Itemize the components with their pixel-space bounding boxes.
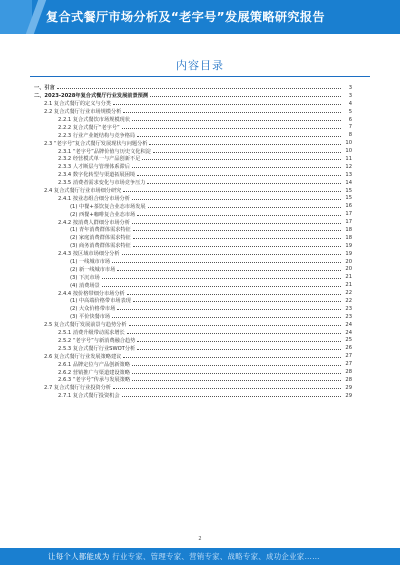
toc-entry-label: 2.3.4 数字化转型与渠道拓展困境 xyxy=(30,171,136,178)
toc-entry-label: 2.3.3 人才断层与管理体系滞后 xyxy=(30,163,131,170)
toc-entry-label: (3) 平价快餐市场 xyxy=(30,313,111,320)
toc-entry[interactable] xyxy=(30,258,352,266)
toc-entry-label: 2.2.3 行业产业链结构与竞争格局 xyxy=(30,132,136,139)
toc-entry-label: (1) 一线城市市场 xyxy=(30,258,111,265)
toc-entry[interactable] xyxy=(30,368,352,376)
toc-entry-page: 22 xyxy=(342,290,352,296)
toc-entry-page: 17 xyxy=(342,211,352,217)
toc-entry-page: 13 xyxy=(342,172,352,178)
toc-entry-page: 24 xyxy=(342,330,352,336)
toc-entry[interactable] xyxy=(30,92,352,100)
toc-entry-label: 2.3.5 消费者需求变化与市场竞争压力 xyxy=(30,179,146,186)
toc-leader-dots xyxy=(133,246,341,247)
toc-entry-page: 22 xyxy=(342,298,352,304)
toc-entry[interactable] xyxy=(30,273,352,281)
toc-entry[interactable] xyxy=(30,250,352,258)
toc-leader-dots xyxy=(113,104,341,105)
toc-entry-label: 2.5.1 消费升级带动需求增长 xyxy=(30,329,126,336)
toc-entry-label: 2.2.1 复合式餐饮市场规模现状 xyxy=(30,116,131,123)
toc-entry[interactable] xyxy=(30,226,352,234)
toc-leader-dots xyxy=(142,159,341,160)
toc-entry-label: 2.6.1 品牌定位与产品创新策略 xyxy=(30,361,131,368)
toc-entry-label: 2.3.1 “老字号”品牌价值与历史文化积淀 xyxy=(30,148,152,155)
toc-entry-page: 19 xyxy=(342,251,352,257)
toc-entry[interactable] xyxy=(30,202,352,210)
toc-entry-label: 2.4.3 按区域市场细分分析 xyxy=(30,250,121,257)
toc-entry-label: (2) 家庭消费群体需求特征 xyxy=(30,234,132,241)
page-footer xyxy=(0,548,400,565)
toc-entry-label: (1) 中餐+茶饮复合业态市场发展 xyxy=(30,203,147,210)
toc-entry-page: 8 xyxy=(342,132,352,138)
toc-leader-dots xyxy=(129,325,341,326)
footer-roles: 行业专家、管理专家、营销专家、战略专家、成功企业家…… xyxy=(112,552,320,561)
toc-leader-dots xyxy=(137,349,341,350)
toc-entry[interactable] xyxy=(30,392,352,400)
toc-entry[interactable] xyxy=(30,139,352,147)
toc-entry-page: 23 xyxy=(342,306,352,312)
toc-entry-page: 20 xyxy=(342,266,352,272)
toc-entry-page: 12 xyxy=(342,164,352,170)
toc-leader-dots xyxy=(133,301,341,302)
toc-leader-dots xyxy=(137,215,341,216)
toc-entry[interactable] xyxy=(30,329,352,337)
toc-entry[interactable] xyxy=(30,360,352,368)
toc-entry-label: (1) 中高端价格带市场表现 xyxy=(30,297,132,304)
toc-entry[interactable] xyxy=(30,131,352,139)
toc-entry-label: 2.6.2 营销推广与渠道建设策略 xyxy=(30,369,131,376)
page-number: 2 xyxy=(198,536,202,542)
toc-entry-page: 6 xyxy=(342,117,352,123)
toc-entry-page: 17 xyxy=(342,219,352,225)
toc-entry-page: 4 xyxy=(342,101,352,107)
toc-entry[interactable] xyxy=(30,123,352,131)
toc-entry-label: (4) 消费场景 xyxy=(30,282,101,289)
toc-entry-label: (3) 下沉市场 xyxy=(30,274,101,281)
toc-leader-dots xyxy=(122,128,341,129)
toc-entry-label: 2.1 复合式餐厅的定义与分类 xyxy=(30,100,112,107)
toc-entry-page: 7 xyxy=(342,124,352,130)
toc-entry-page: 28 xyxy=(342,369,352,375)
toc-entry[interactable] xyxy=(30,305,352,313)
toc-entry[interactable] xyxy=(30,265,352,273)
toc-entry-page: 14 xyxy=(342,180,352,186)
toc-leader-dots xyxy=(137,136,341,137)
toc-entry[interactable] xyxy=(30,344,352,352)
toc-entry-page: 3 xyxy=(342,93,352,99)
table-of-contents xyxy=(30,84,352,400)
toc-entry-page: 18 xyxy=(342,227,352,233)
toc-leader-dots xyxy=(137,341,341,342)
toc-entry[interactable] xyxy=(30,376,352,384)
toc-entry[interactable] xyxy=(30,171,352,179)
toc-leader-dots xyxy=(137,175,341,176)
toc-entry-label: 2.7.1 复合式餐厅投资机会 xyxy=(30,392,121,399)
page-header xyxy=(0,0,400,34)
footer-text xyxy=(48,551,320,562)
toc-entry[interactable] xyxy=(30,297,352,305)
toc-entry-page: 24 xyxy=(342,322,352,328)
toc-entry-page: 3 xyxy=(342,85,352,91)
toc-entry-page: 25 xyxy=(342,337,352,343)
toc-heading: 内容目录 xyxy=(176,59,224,72)
toc-entry-label: 一、引言 xyxy=(30,84,56,91)
toc-entry-page: 10 xyxy=(342,148,352,154)
toc-entry-label: 2.6 复合式餐厅行业发展策略建议 xyxy=(30,353,122,360)
toc-entry-page: 27 xyxy=(342,353,352,359)
toc-entry-label: 2.5 复合式餐厅发展前景与趋势分析 xyxy=(30,321,128,328)
heading-divider xyxy=(30,76,370,77)
toc-entry[interactable] xyxy=(30,155,352,163)
toc-entry-page: 18 xyxy=(342,235,352,241)
toc-entry-page: 26 xyxy=(342,345,352,351)
toc-leader-dots xyxy=(133,238,341,239)
toc-entry[interactable] xyxy=(30,108,352,116)
toc-leader-dots xyxy=(112,317,341,318)
toc-entry-label: 2.4.1 按业态组合细分市场分析 xyxy=(30,195,131,202)
toc-entry-label: 2.3.2 经营模式单一与产品创新不足 xyxy=(30,155,141,162)
toc-entry-label: 2.7 复合式餐厅行业投资分析 xyxy=(30,384,112,391)
toc-entry-page: 27 xyxy=(342,361,352,367)
toc-entry[interactable] xyxy=(30,289,352,297)
toc-entry-label: (2) 大众价格带市场 xyxy=(30,305,116,312)
toc-leader-dots xyxy=(123,191,341,192)
toc-entry[interactable] xyxy=(30,321,352,329)
toc-entry[interactable] xyxy=(30,281,352,289)
toc-leader-dots xyxy=(132,167,341,168)
toc-entry[interactable] xyxy=(30,116,352,124)
toc-entry[interactable] xyxy=(30,84,352,92)
toc-entry-label: 2.3 “老字号”复合式餐厅发展现状与问题分析 xyxy=(30,140,148,147)
toc-entry-label: 2.5.3 复合式餐厅行业SWOT分析 xyxy=(30,345,136,352)
toc-entry[interactable] xyxy=(30,313,352,321)
toc-entry-label: (2) 西餐+咖啡复合业态市场 xyxy=(30,211,136,218)
toc-leader-dots xyxy=(132,365,341,366)
toc-entry-page: 5 xyxy=(342,109,352,115)
toc-entry[interactable] xyxy=(30,218,352,226)
toc-leader-dots xyxy=(153,152,341,153)
toc-entry-label: 2.4.2 按消费人群细分市场分析 xyxy=(30,219,131,226)
toc-entry[interactable] xyxy=(30,163,352,171)
toc-entry-page: 21 xyxy=(342,282,352,288)
toc-entry[interactable] xyxy=(30,147,352,155)
report-title: 复合式餐厅市场分析及“老字号”发展策略研究报告 xyxy=(46,10,325,24)
toc-entry-page: 23 xyxy=(342,314,352,320)
toc-leader-dots xyxy=(102,278,341,279)
toc-entry-page: 21 xyxy=(342,274,352,280)
toc-entry[interactable] xyxy=(30,384,352,392)
toc-leader-dots xyxy=(57,88,341,89)
toc-entry-page: 29 xyxy=(342,385,352,391)
toc-leader-dots xyxy=(102,286,341,287)
toc-entry[interactable] xyxy=(30,187,352,195)
toc-leader-dots xyxy=(113,388,341,389)
toc-leader-dots xyxy=(133,230,341,231)
toc-entry[interactable] xyxy=(30,194,352,202)
toc-leader-dots xyxy=(149,144,341,145)
toc-entry[interactable] xyxy=(30,352,352,360)
toc-leader-dots xyxy=(127,333,341,334)
toc-leader-dots xyxy=(150,96,341,97)
toc-entry[interactable] xyxy=(30,242,352,250)
toc-leader-dots xyxy=(117,270,341,271)
footer-slogan: 让每个人都能成为 xyxy=(48,552,110,561)
toc-entry-page: 16 xyxy=(342,203,352,209)
toc-leader-dots xyxy=(123,112,341,113)
toc-entry-label: 2.2.2 复合式餐厅“老字号” xyxy=(30,124,121,131)
toc-leader-dots xyxy=(122,396,341,397)
toc-entry-label: 二、2023-2028年复合式餐厅行业发展前景预测 xyxy=(30,92,149,99)
toc-entry-page: 28 xyxy=(342,377,352,383)
toc-entry[interactable] xyxy=(30,179,352,187)
toc-entry-label: 2.2 复合式餐厅行业市场规模分析 xyxy=(30,108,122,115)
toc-leader-dots xyxy=(117,309,341,310)
toc-entry-page: 15 xyxy=(342,188,352,194)
toc-entry-page: 10 xyxy=(342,140,352,146)
toc-entry-label: 2.6.3 “老字号”传承与发展策略 xyxy=(30,376,131,383)
toc-leader-dots xyxy=(132,380,341,381)
toc-entry-label: 2.5.2 “老字号”与新消费融合趋势 xyxy=(30,337,136,344)
toc-entry-page: 11 xyxy=(342,156,352,162)
toc-leader-dots xyxy=(127,294,341,295)
toc-entry-page: 29 xyxy=(342,393,352,399)
toc-leader-dots xyxy=(123,357,341,358)
toc-leader-dots xyxy=(147,183,341,184)
toc-leader-dots xyxy=(148,207,341,208)
toc-leader-dots xyxy=(132,120,341,121)
toc-entry[interactable] xyxy=(30,100,352,108)
toc-entry[interactable] xyxy=(30,337,352,345)
toc-leader-dots xyxy=(132,373,341,374)
toc-leader-dots xyxy=(122,254,341,255)
toc-leader-dots xyxy=(132,223,341,224)
toc-entry-page: 19 xyxy=(342,243,352,249)
toc-entry-page: 15 xyxy=(342,195,352,201)
toc-entry-label: (1) 青年消费群体需求特征 xyxy=(30,226,132,233)
toc-leader-dots xyxy=(132,199,341,200)
toc-entry-label: 2.4 复合式餐厅行业市场细分研究 xyxy=(30,187,122,194)
toc-entry-label: (2) 新一线城市市场 xyxy=(30,266,116,273)
toc-entry[interactable] xyxy=(30,234,352,242)
toc-entry[interactable] xyxy=(30,210,352,218)
toc-entry-label: 2.4.4 按价格带细分市场分析 xyxy=(30,290,126,297)
toc-entry-label: (3) 商务消费群体需求特征 xyxy=(30,242,132,249)
toc-entry-page: 20 xyxy=(342,259,352,265)
toc-leader-dots xyxy=(112,262,341,263)
